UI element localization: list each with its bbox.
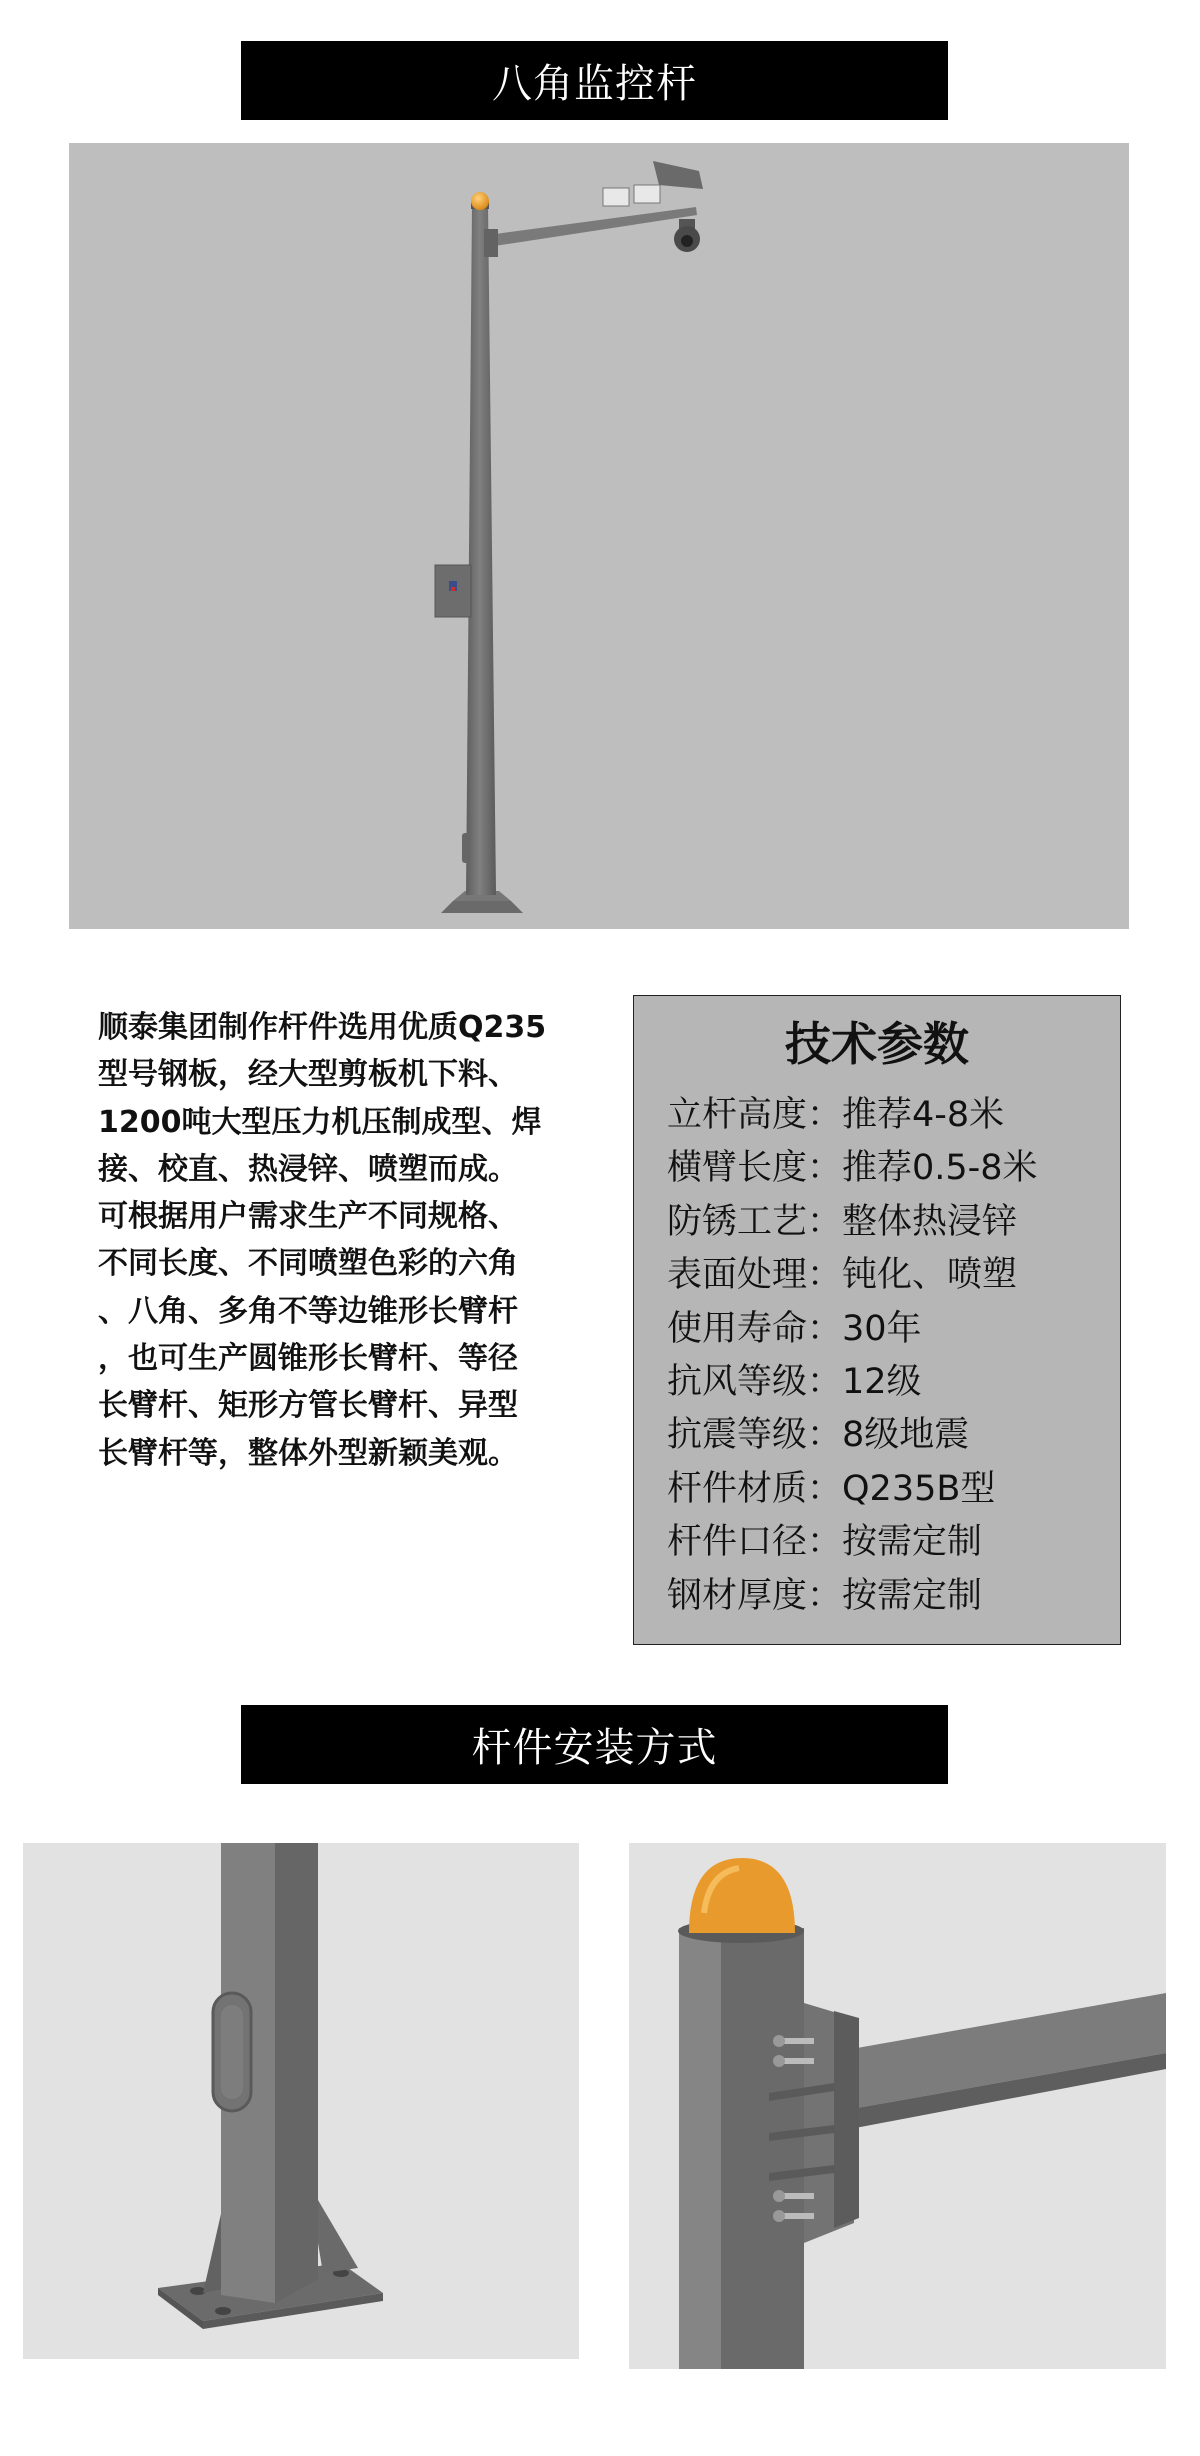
technical-parameters-box [633, 995, 1121, 1645]
description-line: 1200吨大型压力机压制成型、焊 [98, 1104, 542, 1140]
description-line: 长臂杆、矩形方管长臂杆、异型 [98, 1388, 518, 1424]
pole-base-detail-image [23, 1843, 579, 2359]
spec-row: 横臂长度：推荐0.5-8米 [667, 1148, 1038, 1189]
section-title-text: 杆件安装方式 [471, 1725, 718, 1771]
spec-row: 抗风等级：12级 [667, 1362, 922, 1403]
pole-product-image [69, 143, 1129, 929]
spec-row: 表面处理：钝化、喷塑 [667, 1255, 1018, 1296]
spec-row: 使用寿命：30年 [667, 1308, 922, 1349]
spec-row: 防锈工艺：整体热浸锌 [667, 1201, 1018, 1242]
section-title-text: 八角监控杆 [492, 61, 697, 107]
spec-row: 抗震等级：8级地震 [667, 1415, 970, 1456]
spec-list [667, 1089, 1038, 1623]
description-line: ，也可生产圆锥形长臂杆、等径 [98, 1341, 518, 1377]
description-line: 不同长度、不同喷塑色彩的六角 [98, 1246, 518, 1282]
description-line: 型号钢板，经大型剪板机下料、 [98, 1057, 518, 1093]
pole-top-arm-detail-image [629, 1843, 1166, 2369]
spec-title: 技术参数 [785, 1017, 969, 1071]
spec-row: 杆件材质：Q235B型 [667, 1468, 996, 1509]
spec-row: 钢材厚度：按需定制 [667, 1575, 983, 1616]
section-title-octagonal-pole [241, 41, 948, 120]
description-line: 、八角、多角不等边锥形长臂杆 [98, 1293, 518, 1329]
section-title-installation [241, 1705, 948, 1784]
spec-row: 立杆高度：推荐4-8米 [667, 1095, 1005, 1135]
spec-row: 杆件口径：按需定制 [667, 1522, 983, 1563]
description-line: 接、校直、热浸锌、喷塑而成。 [98, 1151, 518, 1187]
product-description [98, 1004, 598, 1477]
description-line: 顺泰集团制作杆件选用优质Q235 [98, 1010, 547, 1045]
description-line: 长臂杆等，整体外型新颖美观。 [98, 1435, 518, 1471]
description-line: 可根据用户需求生产不同规格、 [98, 1199, 518, 1235]
